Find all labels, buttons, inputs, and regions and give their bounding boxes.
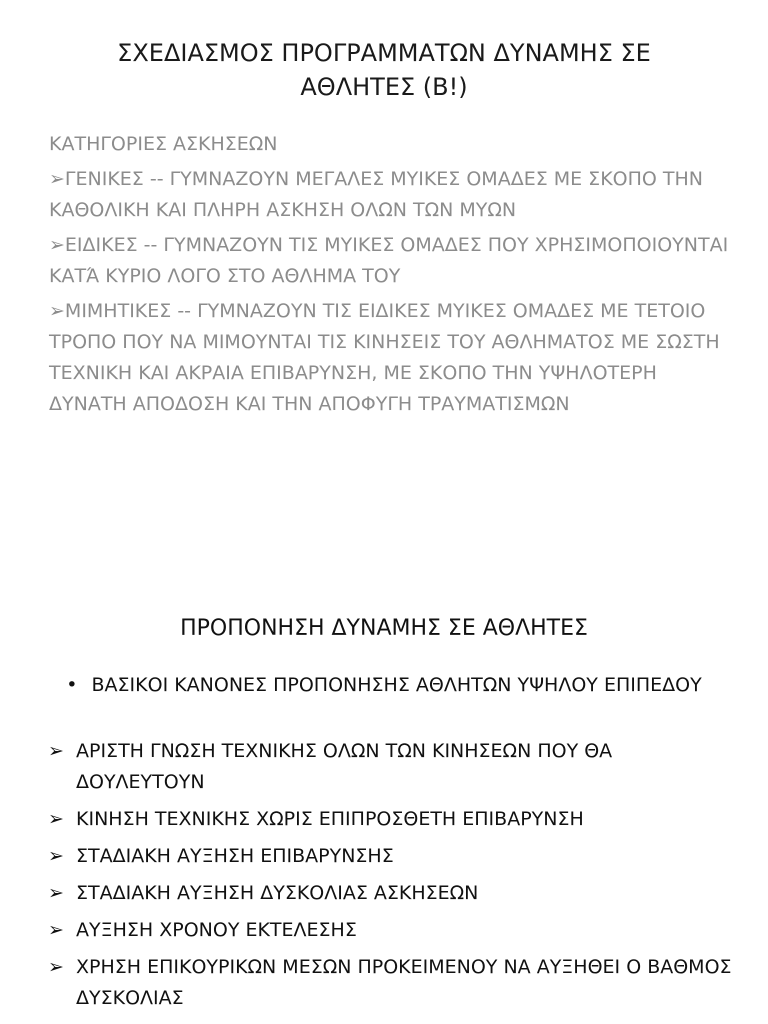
rule-item-text: ΚΙΝΗΣΗ ΤΕΧΝΙΚΗΣ ΧΩΡΙΣ ΕΠΙΠΡΟΣΘΕΤΗ ΕΠΙΒΑΡΥΝΣΗ (76, 808, 584, 830)
rule-item-text: ΑΡΙΣΤΗ ΓΝΩΣΗ ΤΕΧΝΙΚΗΣ ΟΛΩΝ ΤΩΝ ΚΙΝΗΣΕΩΝ ΠΟΥ ΘΑ ΔΟΥΛΕΥΤΟΥΝ (76, 740, 613, 793)
arrow-bullet-icon: ➢ (48, 919, 64, 941)
slide-1-title: ΣΧΕΔΙΑΣΜΟΣ ΠΡΟΓΡΑΜΜΑΤΩΝ ΔΥΝΑΜΗΣ ΣΕ ΑΘΛΗΤΕΣ (Β!) (117, 39, 651, 101)
slide-2 (0, 512, 768, 1024)
rule-item (48, 736, 738, 798)
arrow-bullet-icon: ➢ (48, 956, 64, 978)
rule-item (48, 878, 738, 909)
arrow-bullet-icon: ➢ (49, 300, 65, 322)
slide-1-body (49, 129, 729, 420)
bullet-dot-icon: • (66, 674, 78, 696)
category-item-general (49, 164, 729, 226)
rule-item (48, 804, 738, 835)
rule-item-text: ΧΡΗΣΗ ΕΠΙΚΟΥΡΙΚΩΝ ΜΕΣΩΝ ΠΡΟΚΕΙΜΕΝΟΥ ΝΑ ΑΥΞΗΘΕΙ Ο ΒΑΘΜΟΣ ΔΥΣΚΟΛΙΑΣ (76, 956, 732, 1009)
slide-2-title: ΠΡΟΠΟΝΗΣΗ ΔΥΝΑΜΗΣ ΣΕ ΑΘΛΗΤΕΣ (180, 616, 588, 641)
rules-list (48, 736, 738, 1020)
category-item-mimetic (49, 296, 729, 420)
rule-item (48, 915, 738, 946)
arrow-bullet-icon: ➢ (49, 234, 65, 256)
arrow-bullet-icon: ➢ (48, 808, 64, 830)
arrow-bullet-icon: ➢ (48, 845, 64, 867)
rule-item (48, 952, 738, 1014)
categories-heading: ΚΑΤΗΓΟΡΙΕΣ ΑΣΚΗΣΕΩΝ (49, 133, 278, 155)
rule-item (48, 841, 738, 872)
rule-item-text: ΣΤΑΔΙΑΚΗ ΑΥΞΗΣΗ ΔΥΣΚΟΛΙΑΣ ΑΣΚΗΣΕΩΝ (76, 882, 479, 904)
category-item-text: ΕΙΔΙΚΕΣ -- ΓΥΜΝΑΖΟΥΝ ΤΙΣ ΜΥΙΚΕΣ ΟΜΑΔΕΣ ΠΟΥ ΧΡΗΣΙΜΟΠΟΙΟΥΝΤΑΙ ΚΑΤΆ ΚΥΡΙΟ ΛΟΓΟ ΣΤΟ ΑΘΛΗΜΑ ΤΟΥ (49, 234, 729, 287)
basic-rules-text: ΒΑΣΙΚΟΙ ΚΑΝΟΝΕΣ ΠΡΟΠΟΝΗΣΗΣ ΑΘΛΗΤΩΝ ΥΨΗΛΟΥ ΕΠΙΠΕΔΟΥ (91, 674, 702, 696)
basic-rules-bullet (60, 670, 708, 701)
category-item-specific (49, 230, 729, 292)
arrow-bullet-icon: ➢ (48, 740, 64, 762)
rule-item-text: ΑΥΞΗΣΗ ΧΡΟΝΟΥ ΕΚΤΕΛΕΣΗΣ (76, 919, 357, 941)
arrow-bullet-icon: ➢ (48, 882, 64, 904)
arrow-bullet-icon: ➢ (49, 168, 65, 190)
category-item-text: ΜΙΜΗΤΙΚΕΣ -- ΓΥΜΝΑΖΟΥΝ ΤΙΣ ΕΙΔΙΚΕΣ ΜΥΙΚΕΣ ΟΜΑΔΕΣ ΜΕ ΤΕΤΟΙΟ ΤΡΟΠΟ ΠΟΥ ΝΑ ΜΙΜΟΥΝΤΑΙ ΤΙΣ ΚΙΝΗΣΕΙΣ ΤΟΥ ΑΘΛΗΜΑΤΟΣ ΜΕ ΣΩΣΤΗ ΤΕΧΝΙΚΗ ΚΑΙ ΑΚΡΑΙΑ ΕΠΙΒΑΡΥΝΣΗ, ΜΕ ΣΚΟΠΟ ΤΗΝ ΥΨΗΛΟΤΕΡΗ ΔΥΝΑΤΗ ΑΠΟΔΟΣΗ ΚΑΙ ΤΗΝ ΑΠΟΦΥΓΗ ΤΡΑΥΜΑΤΙΣΜΩΝ (49, 300, 720, 415)
rule-item-text: ΣΤΑΔΙΑΚΗ ΑΥΞΗΣΗ ΕΠΙΒΑΡΥΝΣΗΣ (76, 845, 394, 867)
category-item-text: ΓΕΝΙΚΕΣ -- ΓΥΜΝΑΖΟΥΝ ΜΕΓΑΛΕΣ ΜΥΙΚΕΣ ΟΜΑΔΕΣ ΜΕ ΣΚΟΠΟ ΤΗΝ ΚΑΘΟΛΙΚΗ ΚΑΙ ΠΛΗΡΗ ΑΣΚΗΣΗ ΟΛΩΝ ΤΩΝ ΜΥΩΝ (49, 168, 703, 221)
